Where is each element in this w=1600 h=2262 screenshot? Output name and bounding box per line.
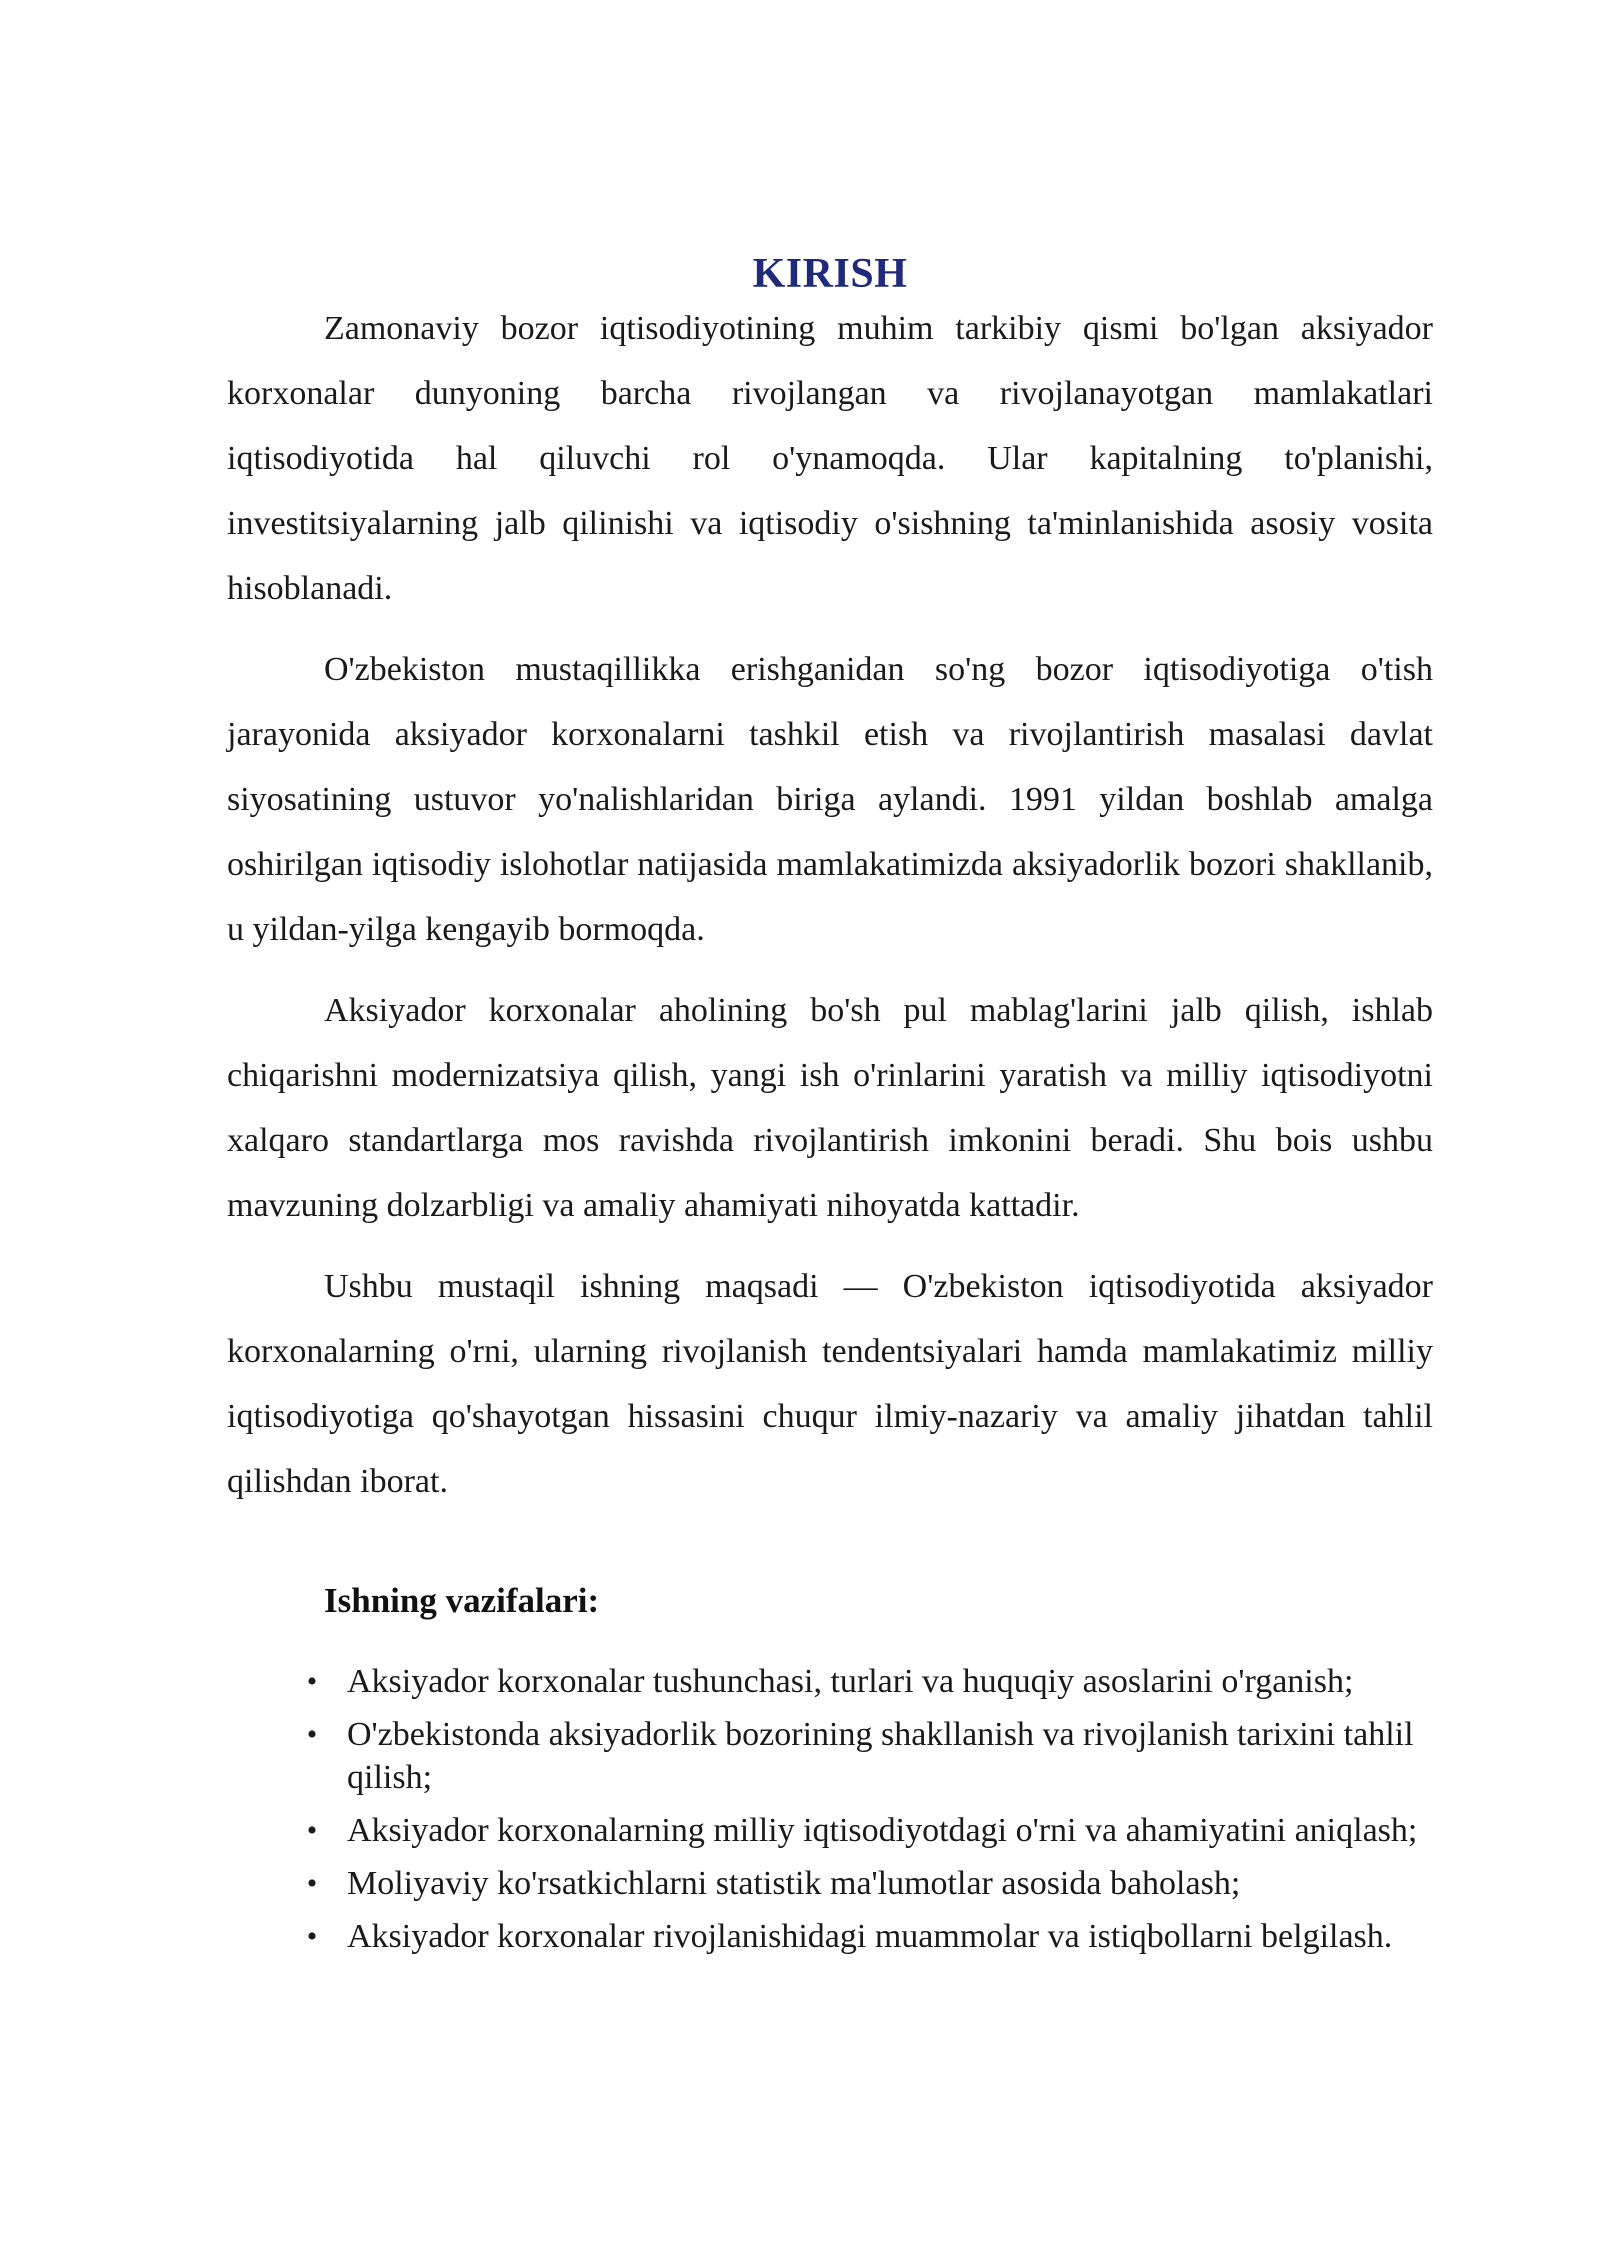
task-text: O'zbekistonda aksiyadorlik bozorining shakllanish va rivojlanish tarixini tahlil qilish;: [347, 1716, 1414, 1796]
paragraph-3: Aksiyador korxonalar aholining bo'sh pul mablag'larini jalb qilish, ishlab chiqarishni modernizatsiya qilish, yangi ish o'rinlarini yaratish va milliy iqtisodiyotni xalqaro standartlarga mos ravishda rivojlantirish imkonini beradi. Shu bois ushbu mavzuning dolzarbligi va amaliy ahamiyati nihoyatda kattadir.: [227, 992, 1433, 1224]
bullet-icon: •: [306, 1718, 318, 1751]
list-item: [297, 1915, 1437, 1958]
list-item: [297, 1809, 1437, 1852]
paragraph-2: O'zbekiston mustaqillikka erishganidan so'ng bozor iqtisodiyotiga o'tish jarayonida aksiyador korxonalarni tashkil etish va rivojlantirish masalasi davlat siyosatining ustuvor yo'nalishlaridan biriga aylandi. 1991 yildan boshlab amalga oshirilgan iqtisodiy islohotlar natijasida mamlakatimizda aksiyadorlik bozori shakllanib, u yildan-yilga kengayib bormoqda.: [227, 651, 1433, 948]
bullet-icon: •: [306, 1867, 318, 1900]
page-title: KIRISH: [752, 251, 908, 298]
paragraph-4: Ushbu mustaqil ishning maqsadi — O'zbekiston iqtisodiyotida aksiyador korxonalarning o'rni, ularning rivojlanish tendentsiyalari hamda mamlakatimiz milliy iqtisodiyotiga qo'shayotgan hissasini chuqur ilmiy-nazariy va amaliy jihatdan tahlil qilishdan iborat.: [227, 1268, 1433, 1500]
bullet-icon: •: [306, 1665, 318, 1698]
document-body: [227, 296, 1433, 1530]
task-text: Aksiyador korxonalarning milliy iqtisodiyotdagi o'rni va ahamiyatini aniqlash;: [347, 1812, 1418, 1849]
list-item: [297, 1660, 1437, 1703]
task-text: Aksiyador korxonalar rivojlanishidagi muammolar va istiqbollarni belgilash.: [347, 1918, 1393, 1955]
task-text: Moliyaviy ko'rsatkichlarni statistik ma'lumotlar asosida baholash;: [347, 1865, 1241, 1902]
paragraph-1: Zamonaviy bozor iqtisodiyotining muhim tarkibiy qismi bo'lgan aksiyador korxonalar dunyoning barcha rivojlangan va rivojlanayotgan mamlakatlari iqtisodiyotida hal qiluvchi rol o'ynamoqda. Ular kapitalning to'planishi, investitsiyalarning jalb qilinishi va iqtisodiy o'sishning ta'minlanishida asosiy vosita hisoblanadi.: [227, 310, 1433, 607]
tasks-heading: Ishning vazifalari:: [324, 1581, 600, 1620]
bullet-icon: •: [306, 1920, 318, 1953]
task-text: Aksiyador korxonalar tushunchasi, turlari va huquqiy asoslarini o'rganish;: [347, 1663, 1354, 1700]
bullet-icon: •: [306, 1814, 318, 1847]
tasks-list: [297, 1660, 1437, 1968]
list-item: [297, 1862, 1437, 1905]
list-item: [297, 1713, 1437, 1799]
